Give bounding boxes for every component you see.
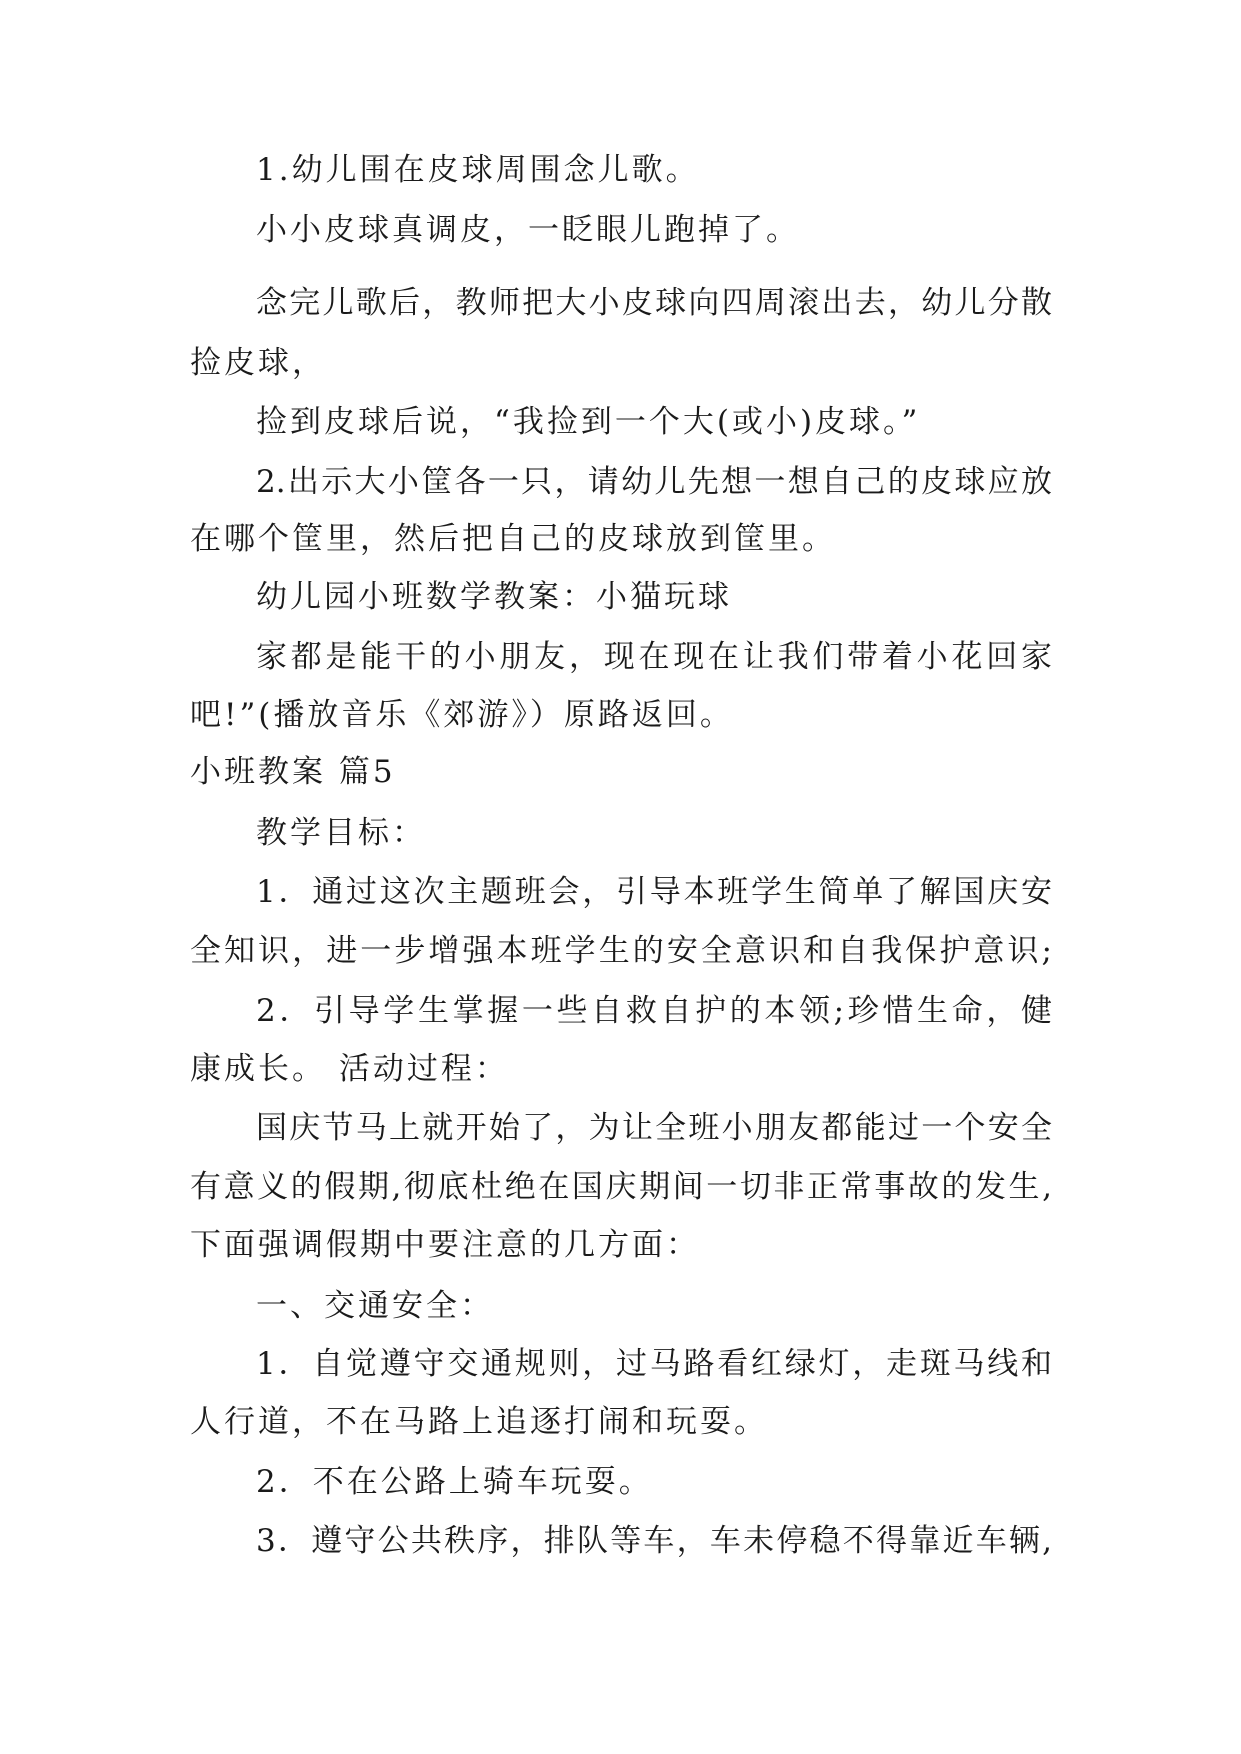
paragraph-line: 捡到皮球后说，“我捡到一个大(或小)皮球。” — [256, 404, 921, 440]
paragraph-line: 在哪个筐里，然后把自己的皮球放到筐里。 — [190, 521, 836, 557]
paragraph-line: 1．通过这次主题班会，引导本班学生简单了解国庆安 — [256, 874, 1052, 910]
paragraph-line: 2．引导学生掌握一些自救自护的本领;珍惜生命，健 — [256, 993, 1052, 1029]
paragraph-line: 2．不在公路上骑车玩耍。 — [256, 1464, 653, 1500]
paragraph-line: 念完儿歌后，教师把大小皮球向四周滚出去，幼儿分散 — [256, 285, 1052, 321]
paragraph-line: 教学目标： — [256, 815, 426, 851]
paragraph-line: 捡皮球， — [190, 345, 326, 381]
paragraph-line: 3．遵守公共秩序，排队等车，车未停稳不得靠近车辆, — [256, 1523, 1052, 1559]
paragraph-line: 国庆节马上就开始了，为让全班小朋友都能过一个安全 — [256, 1110, 1052, 1146]
paragraph-line: 1.幼儿围在皮球周围念儿歌。 — [256, 152, 700, 188]
paragraph-line: 幼儿园小班数学教案：小猫玩球 — [256, 579, 732, 615]
paragraph-line: 全知识，进一步增强本班学生的安全意识和自我保护意识; — [190, 933, 1052, 969]
paragraph-line: 人行道，不在马路上追逐打闹和玩耍。 — [190, 1404, 768, 1440]
paragraph-line: 吧!”(播放音乐《郊游》）原路返回。 — [190, 697, 734, 733]
paragraph-line: 1．自觉遵守交通规则，过马路看红绿灯，走斑马线和 — [256, 1346, 1052, 1382]
paragraph-line: 有意义的假期,彻底杜绝在国庆期间一切非正常事故的发生, — [190, 1169, 1052, 1205]
paragraph-line: 2.出示大小筐各一只，请幼儿先想一想自己的皮球应放 — [256, 464, 1052, 500]
paragraph-line: 康成长。 活动过程： — [190, 1051, 509, 1087]
paragraph-line: 家都是能干的小朋友，现在现在让我们带着小花回家 — [256, 639, 1052, 675]
section-heading: 小班教案 篇5 — [190, 754, 396, 790]
paragraph-line: 一、交通安全： — [256, 1288, 494, 1324]
paragraph-line: 小小皮球真调皮，一眨眼儿跑掉了。 — [256, 212, 800, 248]
paragraph-line: 下面强调假期中要注意的几方面： — [190, 1227, 700, 1263]
